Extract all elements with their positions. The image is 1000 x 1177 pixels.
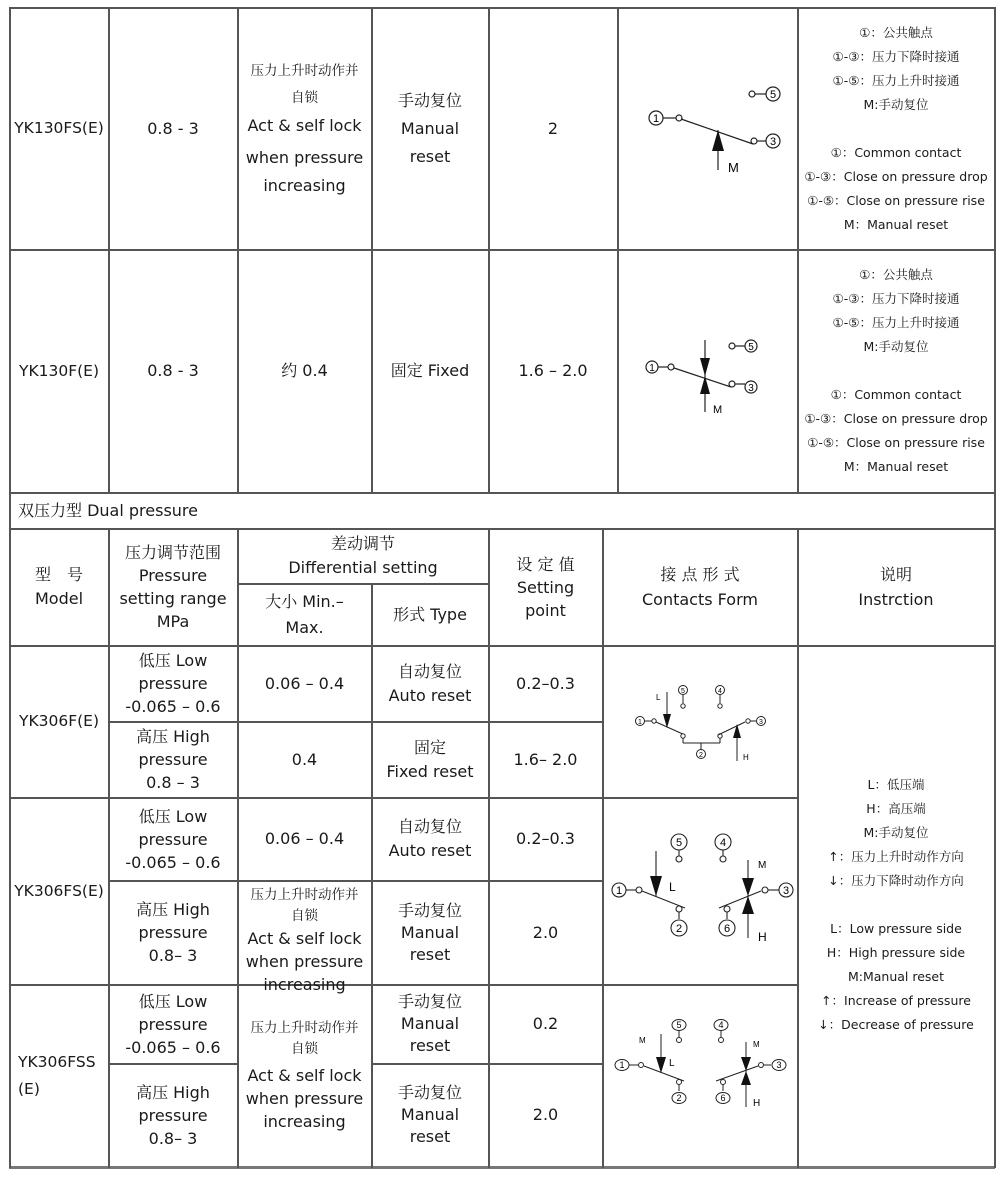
svg-text:H: H <box>758 930 767 944</box>
model-value: YK130F(E) <box>18 361 100 380</box>
contacts-diagram-cell <box>603 985 797 1166</box>
arrow-down-icon <box>700 358 710 376</box>
type-cell <box>372 8 488 249</box>
high-label2: pressure <box>138 923 208 942</box>
differential-value: 约 0.4 <box>281 361 328 380</box>
contacts-diagram-cell <box>603 646 797 797</box>
high-range-cell <box>109 722 237 797</box>
range-value: 0.8 - 3 <box>147 118 199 138</box>
svg-text:M: M <box>758 860 767 871</box>
low-diff: 0.06 – 0.4 <box>264 673 345 693</box>
note-line: ①-⑤：Close on pressure rise <box>807 435 985 450</box>
type-value: 固定 Fixed <box>390 361 470 380</box>
high-type-line: 手动复位 <box>397 1083 462 1102</box>
header-setting-line: Setting <box>516 577 575 597</box>
svg-text:5: 5 <box>675 837 683 849</box>
note-line: ①-⑤：压力上升时接通 <box>832 315 960 330</box>
contacts-diagram-yk306f <box>603 646 797 797</box>
range-cell <box>109 8 237 249</box>
low-label: 低压 Low <box>138 991 208 1011</box>
note-line: ①-③：Close on pressure drop <box>804 411 988 426</box>
low-setting: 0.2–0.3 <box>516 673 575 693</box>
setting-cell <box>489 8 617 249</box>
low-setting-cell <box>489 646 602 721</box>
low-label2: pressure <box>138 829 208 849</box>
high-range-cell <box>109 881 237 984</box>
svg-text:L: L <box>656 693 661 702</box>
header-contacts <box>603 529 797 645</box>
header-range-line: 压力调节范围 <box>124 543 221 562</box>
low-type-line: 手动复位 <box>397 992 462 1011</box>
model-value: YK130FS(E) <box>14 119 104 137</box>
high-label2: pressure <box>138 750 208 769</box>
contacts-diagram-cell <box>618 8 797 249</box>
arrow-up-icon <box>733 724 741 738</box>
contacts-diagram-cell <box>603 798 797 984</box>
high-range: 0.8– 3 <box>148 1128 198 1148</box>
svg-text:3: 3 <box>782 885 790 897</box>
model-cell <box>10 8 108 249</box>
header-diff-type-text: 形式 Type <box>393 604 467 624</box>
svg-text:M: M <box>713 404 723 416</box>
note-line: M:手动复位 <box>863 339 929 354</box>
high-diff-en-line: increasing <box>263 975 346 994</box>
svg-text:2: 2 <box>675 923 683 935</box>
low-range: -0.065 – 0.6 <box>125 1037 221 1057</box>
differential-en-line: increasing <box>263 175 346 195</box>
low-type-cell <box>372 646 488 721</box>
svg-text:2: 2 <box>699 752 703 759</box>
svg-text:M: M <box>639 1036 646 1045</box>
header-range-line: MPa <box>156 612 190 631</box>
high-label: 高压 High <box>136 727 210 746</box>
header-differential <box>238 529 488 583</box>
differential-cn: 压力上升时动作并自锁 <box>250 62 359 106</box>
high-setting-cell <box>489 881 602 984</box>
header-setting-line: 设 定 值 <box>516 554 575 574</box>
notes-cell <box>798 250 994 492</box>
header-diff-size <box>238 584 371 645</box>
header-diff-size-line: 大小 Min.– <box>265 591 344 611</box>
low-range-cell <box>109 985 237 1063</box>
contacts-diagram-yk130fs <box>618 8 797 249</box>
header-instruction-cn: 说明 <box>879 565 912 584</box>
high-type-cell <box>372 1064 488 1166</box>
note-line: ①-③：压力下降时接通 <box>832 291 960 306</box>
high-type-line: reset <box>409 944 451 964</box>
high-range-cell <box>109 1064 237 1166</box>
low-type-cell <box>372 798 488 880</box>
note-line: M:Manual reset <box>847 969 945 984</box>
low-setting-cell <box>489 985 602 1063</box>
shared-diff-en-line: Act & self lock <box>247 1066 362 1085</box>
low-range-cell <box>109 646 237 721</box>
section-title-text: 双压力型 Dual pressure <box>18 500 198 520</box>
notes-cell <box>798 8 994 249</box>
svg-text:L: L <box>669 880 676 894</box>
svg-text:1: 1 <box>619 1060 625 1070</box>
header-range <box>109 529 237 645</box>
svg-text:4: 4 <box>718 688 722 695</box>
differential-cell <box>238 250 371 492</box>
high-type-cell <box>372 881 488 984</box>
high-label: 高压 High <box>136 1082 210 1102</box>
high-diff-en-line: Act & self lock <box>247 929 362 948</box>
note-line: ①-③：Close on pressure drop <box>804 168 988 184</box>
model-value: YK306FS(E) <box>14 881 104 900</box>
range-cell <box>109 250 237 492</box>
type-en-line: Manual <box>400 118 460 138</box>
shared-diff-en-line: increasing <box>263 1112 346 1131</box>
header-diff-type <box>372 584 488 645</box>
note-line: ①-⑤：Close on pressure rise <box>807 192 985 208</box>
high-diff: 0.4 <box>291 749 318 769</box>
svg-text:1: 1 <box>649 363 655 374</box>
low-type-line: Auto reset <box>388 685 472 705</box>
low-diff-cell <box>238 646 371 721</box>
note-line: ↓：Decrease of pressure <box>818 1017 974 1032</box>
header-differential-cn: 差动调节 <box>330 534 395 553</box>
low-type-line: reset <box>409 1036 451 1055</box>
svg-text:H: H <box>753 1098 761 1109</box>
high-type-line: Manual <box>400 922 460 942</box>
header-model-cn: 型 号 <box>34 565 83 584</box>
svg-text:L: L <box>669 1058 675 1069</box>
dual-notes-cell <box>798 646 994 1166</box>
high-label2: pressure <box>138 1105 208 1125</box>
type-cell <box>372 250 488 492</box>
note-line: ①：公共触点 <box>859 267 933 282</box>
differential-en-line: when pressure <box>245 147 364 167</box>
svg-text:3: 3 <box>776 1060 782 1070</box>
svg-text:M: M <box>753 1040 760 1049</box>
low-range-cell <box>109 798 237 880</box>
low-range: -0.065 – 0.6 <box>125 697 221 716</box>
type-en-line: reset <box>409 146 451 166</box>
high-setting: 2.0 <box>532 922 559 942</box>
header-instruction-en: Instrction <box>858 590 934 609</box>
note-line: ↓：压力下降时动作方向 <box>828 873 964 888</box>
high-setting-cell <box>489 1064 602 1166</box>
low-diff: 0.06 – 0.4 <box>264 829 345 848</box>
model-value: YK306F(E) <box>18 712 100 730</box>
svg-text:3: 3 <box>748 383 754 394</box>
high-type-cell <box>372 722 488 797</box>
range-value: 0.8 - 3 <box>147 361 199 380</box>
low-setting-cell <box>489 798 602 880</box>
setting-value: 2 <box>547 118 559 138</box>
label-1: 1 <box>652 113 660 125</box>
svg-text:5: 5 <box>676 1020 682 1030</box>
arrow-down-icon <box>650 876 662 896</box>
shared-diff-cell <box>238 985 371 1166</box>
note-line: M:手动复位 <box>863 96 929 112</box>
low-type-line: Manual <box>400 1014 460 1033</box>
high-type-line: 固定 <box>413 737 446 757</box>
note-line: ①：公共触点 <box>859 24 933 40</box>
note-line: ↑：Increase of pressure <box>821 993 971 1008</box>
note-line: M：Manual reset <box>843 216 949 232</box>
low-type-line: 自动复位 <box>397 817 462 836</box>
arrow-up-icon <box>700 376 710 394</box>
svg-text:1: 1 <box>615 885 623 897</box>
svg-text:4: 4 <box>719 837 727 849</box>
differential-en-line: Act & self lock <box>247 115 362 135</box>
high-diff-en-line: when pressure <box>245 952 364 971</box>
high-range: 0.8 – 3 <box>146 773 200 792</box>
low-type-line: 自动复位 <box>397 661 462 681</box>
header-differential-en: Differential setting <box>288 558 438 577</box>
header-instruction <box>798 529 994 645</box>
header-range-line: Pressure <box>138 566 208 585</box>
note-line: M:手动复位 <box>863 825 929 840</box>
model-cell <box>10 985 108 1166</box>
contacts-diagram-cell <box>618 250 797 492</box>
high-diff-cn: 压力上升时动作并自锁 <box>250 887 359 924</box>
model-cell <box>10 646 108 797</box>
note-line: M：Manual reset <box>843 459 949 474</box>
contacts-diagram-yk306fss <box>603 985 797 1166</box>
note-line: ①：Common contact <box>830 144 962 160</box>
low-label: 低压 Low <box>138 806 208 826</box>
note-line: H：High pressure side <box>826 945 966 960</box>
section-title <box>18 493 988 528</box>
low-setting: 0.2–0.3 <box>516 829 575 848</box>
high-type-line: Manual <box>400 1105 460 1124</box>
high-type-line: reset <box>409 1127 451 1146</box>
differential-cell <box>238 8 371 249</box>
svg-text:5: 5 <box>748 342 754 353</box>
svg-text:3: 3 <box>759 719 763 726</box>
arrow-down-icon <box>742 878 754 896</box>
svg-text:6: 6 <box>720 1093 726 1103</box>
label-3: 3 <box>769 136 777 148</box>
svg-text:1: 1 <box>638 719 642 726</box>
model-cell <box>10 798 108 984</box>
header-diff-size-line: Max. <box>285 617 324 637</box>
low-label2: pressure <box>138 674 208 693</box>
svg-text:5: 5 <box>681 688 685 695</box>
arrow-up-icon <box>742 896 754 914</box>
note-line: ①-③：压力下降时接通 <box>832 48 960 64</box>
low-type-line: Auto reset <box>388 841 472 860</box>
header-contacts-cn: 接 点 形 式 <box>660 565 740 584</box>
note-line: ↑：压力上升时动作方向 <box>828 849 964 864</box>
shared-diff-cn: 压力上升时动作并自锁 <box>250 1020 359 1057</box>
high-label: 高压 High <box>136 900 210 919</box>
label-m: M <box>728 160 739 175</box>
setting-value: 1.6 – 2.0 <box>518 361 588 380</box>
arrow-up-icon <box>741 1071 751 1085</box>
high-type-line: 手动复位 <box>397 900 462 920</box>
header-model-en: Model <box>34 589 84 608</box>
contacts-diagram-yk130f <box>618 250 797 492</box>
note-line: ①-⑤：压力上升时接通 <box>832 72 960 88</box>
setting-cell <box>489 250 617 492</box>
low-label: 低压 Low <box>138 651 208 670</box>
svg-text:6: 6 <box>723 923 731 935</box>
low-diff-cell <box>238 798 371 880</box>
svg-text:H: H <box>743 753 749 762</box>
shared-diff-en-line: when pressure <box>245 1089 364 1108</box>
header-setting-line: point <box>525 600 566 620</box>
high-setting: 2.0 <box>532 1105 559 1124</box>
label-5: 5 <box>769 89 777 101</box>
low-type-cell <box>372 985 488 1063</box>
note-line: H：高压端 <box>866 801 926 816</box>
type-cn: 手动复位 <box>397 90 462 110</box>
header-range-line: setting range <box>119 589 227 608</box>
model-cell <box>10 250 108 492</box>
model-value: YK306FSS(E) <box>18 1052 96 1098</box>
high-setting-cell <box>489 722 602 797</box>
high-range: 0.8– 3 <box>148 946 198 965</box>
header-contacts-en: Contacts Form <box>642 590 758 609</box>
high-setting: 1.6– 2.0 <box>513 749 578 769</box>
note-line: L：低压端 <box>867 777 925 792</box>
low-range: -0.065 – 0.6 <box>125 852 221 872</box>
high-diff-cell <box>238 881 371 994</box>
header-setting <box>489 529 602 645</box>
note-line: L：Low pressure side <box>830 921 962 936</box>
svg-text:4: 4 <box>718 1020 724 1030</box>
svg-text:2: 2 <box>676 1093 682 1103</box>
contacts-diagram-yk306fs <box>603 798 797 984</box>
low-setting: 0.2 <box>532 1014 559 1033</box>
note-line: ①：Common contact <box>830 387 962 402</box>
high-type-line: Fixed reset <box>386 761 474 781</box>
low-label2: pressure <box>138 1014 208 1034</box>
header-model <box>10 529 108 645</box>
high-diff-cell <box>238 722 371 797</box>
